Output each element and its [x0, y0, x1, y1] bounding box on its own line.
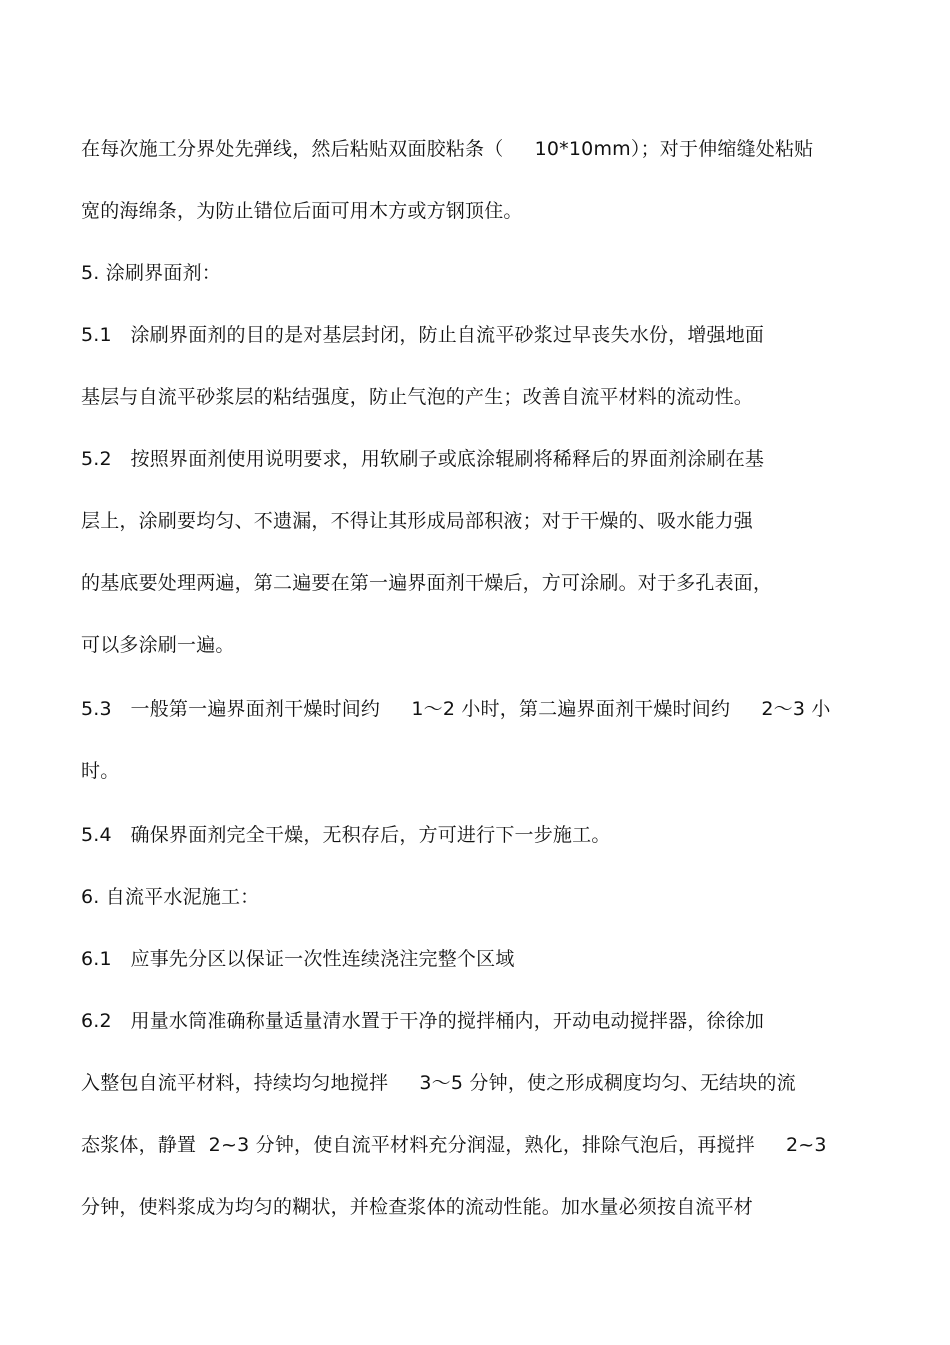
text-line: 可以多涂刷一遍。 [81, 634, 235, 656]
text-line: 宽的海绵条，为防止错位后面可用木方或方钢顶住。 [81, 200, 523, 222]
text-line: 的基底要处理两遍，第二遍要在第一遍界面剂干燥后，方可涂刷。对于多孔表面， [81, 572, 773, 594]
text-line: 5.1 涂刷界面剂的目的是对基层封闭，防止自流平砂浆过早丧失水份，增强地面 [81, 324, 765, 346]
text-line: 入整包自流平材料，持续均匀地搅拌 3～5 分钟，使之形成稠度均匀、无结块的流 [81, 1072, 796, 1094]
text-line: 5.4 确保界面剂完全干燥，无积存后，方可进行下一步施工。 [81, 824, 611, 846]
section-heading: 6. 自流平水泥施工： [81, 886, 260, 908]
text-line: 态浆体，静置 2~3 分钟，使自流平材料充分润湿，熟化，排除气泡后，再搅拌 2~3 [81, 1134, 827, 1156]
text-line: 5.3 一般第一遍界面剂干燥时间约 1～2 小时，第二遍界面剂干燥时间约 2～3 小 [81, 698, 831, 720]
text-line: 分钟，使料浆成为均匀的糊状，并检查浆体的流动性能。加水量必须按自流平材 [81, 1196, 754, 1218]
text-line: 层上，涂刷要均匀、不遗漏，不得让其形成局部积液；对于干燥的、吸水能力强 [81, 510, 754, 532]
text-line: 6.1 应事先分区以保证一次性连续浇注完整个区域 [81, 948, 515, 970]
text-line: 基层与自流平砂浆层的粘结强度，防止气泡的产生；改善自流平材料的流动性。 [81, 386, 754, 408]
section-heading: 5. 涂刷界面剂： [81, 262, 221, 284]
text-line: 5.2 按照界面剂使用说明要求，用软刷子或底涂辊刷将稀释后的界面剂涂刷在基 [81, 448, 765, 470]
text-line: 在每次施工分界处先弹线，然后粘贴双面胶粘条（ 10*10mm）；对于伸缩缝处粘贴 [81, 138, 814, 160]
text-line: 时。 [81, 760, 120, 782]
text-line: 6.2 用量水筒准确称量适量清水置于干净的搅拌桶内，开动电动搅拌器，徐徐加 [81, 1010, 765, 1032]
